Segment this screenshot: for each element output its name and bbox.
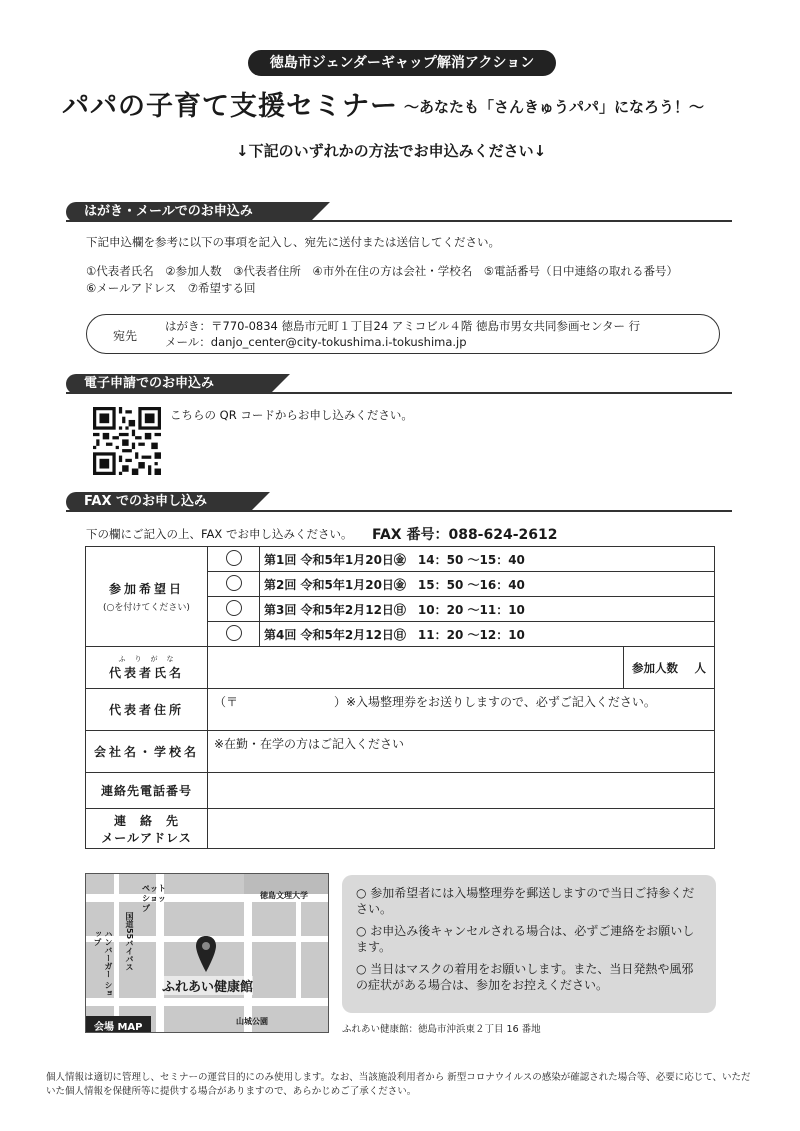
email-address[interactable]: メール：danjo_center@city-tokushima.i-tokushima.jp bbox=[165, 335, 467, 349]
section-heading-fax: FAX でのお申し込み bbox=[66, 492, 250, 512]
divider bbox=[66, 392, 732, 394]
section-heading-online: 電子申請でのお申込み bbox=[66, 374, 270, 394]
fax-number: FAX 番号：088-624-2612 bbox=[372, 527, 558, 543]
phone-header: 連絡先電話番号 bbox=[86, 773, 208, 809]
application-form bbox=[85, 546, 715, 849]
name-field[interactable] bbox=[208, 647, 624, 689]
map-burger-shop: ハンバーガー ショップ bbox=[93, 930, 113, 997]
map-university: 徳島文理大学 bbox=[260, 891, 308, 900]
participants-field[interactable]: 参加人数 人 bbox=[623, 647, 714, 689]
online-text: こちらの QR コードからお申し込みください。 bbox=[170, 408, 413, 422]
notice-item: ○ 参加希望者には入場整理券を郵送しますので当日ご持参ください。 bbox=[356, 886, 695, 916]
dates-header: 参加希望日 (○を付けてください) bbox=[86, 547, 208, 647]
page-subtitle: ～あなたも「さんきゅうパパ」になろう！～ bbox=[404, 98, 705, 116]
session-3-checkbox[interactable] bbox=[208, 597, 260, 622]
qr-code-icon[interactable] bbox=[92, 407, 162, 475]
page-title: パパの子育て支援セミナー bbox=[62, 91, 398, 122]
company-field[interactable]: ※在勤・在学の方はご記入ください bbox=[208, 731, 715, 773]
notice-item: ○ お申込み後キャンセルされる場合は、必ずご連絡をお願いします。 bbox=[356, 924, 695, 954]
venue-address: ふれあい健康館：徳島市沖浜東２丁目 16 番地 bbox=[342, 1024, 541, 1035]
map-bypass: 国道55バイパス bbox=[125, 912, 134, 972]
email-header: 連 絡 先 メールアドレス bbox=[86, 809, 208, 849]
notice-item: ○ 当日はマスクの着用をお願いします。また、当日発熱や風邪の症状がある場合は、参加をお控えください。 bbox=[356, 962, 694, 992]
session-4-checkbox[interactable] bbox=[208, 622, 260, 647]
address-field[interactable]: （〒 ）※入場整理券をお送りしますので、必ずご記入ください。 bbox=[208, 689, 715, 731]
session-2-checkbox[interactable] bbox=[208, 572, 260, 597]
furigana-label: ふ り が な bbox=[118, 655, 175, 663]
name-header: ふ り が な 代表者氏名 bbox=[86, 647, 208, 689]
mail-items-line1: ①代表者氏名 ②参加人数 ③代表者住所 ④市外在住の方は会社・学校名 ⑤電話番号（日中連絡の取れる番号） bbox=[86, 264, 679, 278]
address-box bbox=[86, 314, 720, 354]
map-caption: 会場 MAP bbox=[86, 1016, 151, 1033]
mail-items-line2: ⑥メールアドレス ⑦希望する回 bbox=[86, 281, 256, 295]
map-pin-icon bbox=[194, 934, 218, 974]
company-header: 会社名・学校名 bbox=[86, 731, 208, 773]
privacy-note: 個人情報は適切に管理し、セミナーの運営目的にのみ使用します。なお、当該施設利用者から 新型コロナウイルスの感染が確認された場合等、必要に応じて、いただいた個人情報を保健所等に提供する場合がありますので、あらかじめご了承ください。 bbox=[46, 1072, 751, 1097]
divider bbox=[66, 220, 732, 222]
session-2-label: 第2回 令和5年1月20日㊎ 15：50 ～16：40 bbox=[260, 572, 715, 597]
session-1-label: 第1回 令和5年1月20日㊎ 14：50 ～15：40 bbox=[260, 547, 715, 572]
dates-note: (○を付けてください) bbox=[103, 603, 190, 613]
map-venue-label: ふれあい健康館 bbox=[162, 976, 253, 995]
mail-instruction: 下記申込欄を参考に以下の事項を記入し、宛先に送付または送信してください。 bbox=[86, 235, 500, 249]
notice-box bbox=[342, 875, 716, 1013]
venue-map bbox=[85, 873, 329, 1033]
postcard-address: はがき：〒770-0834 徳島市元町１丁目24 アミコビル４階 徳島市男女共同参画センター 行 bbox=[165, 319, 641, 333]
session-4-label: 第4回 令和5年2月12日㊐ 11：20 ～12：10 bbox=[260, 622, 715, 647]
session-1-checkbox[interactable] bbox=[208, 547, 260, 572]
fax-instruction: 下の欄にご記入の上、FAX でお申し込みください。 bbox=[86, 527, 353, 541]
email-field[interactable] bbox=[208, 809, 715, 849]
campaign-badge: 徳島市ジェンダーギャップ解消アクション bbox=[248, 50, 556, 76]
address-label: 宛先 bbox=[113, 329, 138, 343]
session-3-label: 第3回 令和5年2月12日㊐ 10：20 ～11：10 bbox=[260, 597, 715, 622]
divider bbox=[66, 510, 732, 512]
map-pet-shop: ペット ショップ bbox=[142, 884, 166, 913]
map-park: 山城公園 bbox=[236, 1017, 268, 1026]
phone-field[interactable] bbox=[208, 773, 715, 809]
intro-text: ↓下記のいずれかの方法でお申込みください↓ bbox=[236, 142, 547, 160]
section-heading-mail: はがき・メールでのお申込み bbox=[66, 202, 310, 222]
address-header: 代表者住所 bbox=[86, 689, 208, 731]
